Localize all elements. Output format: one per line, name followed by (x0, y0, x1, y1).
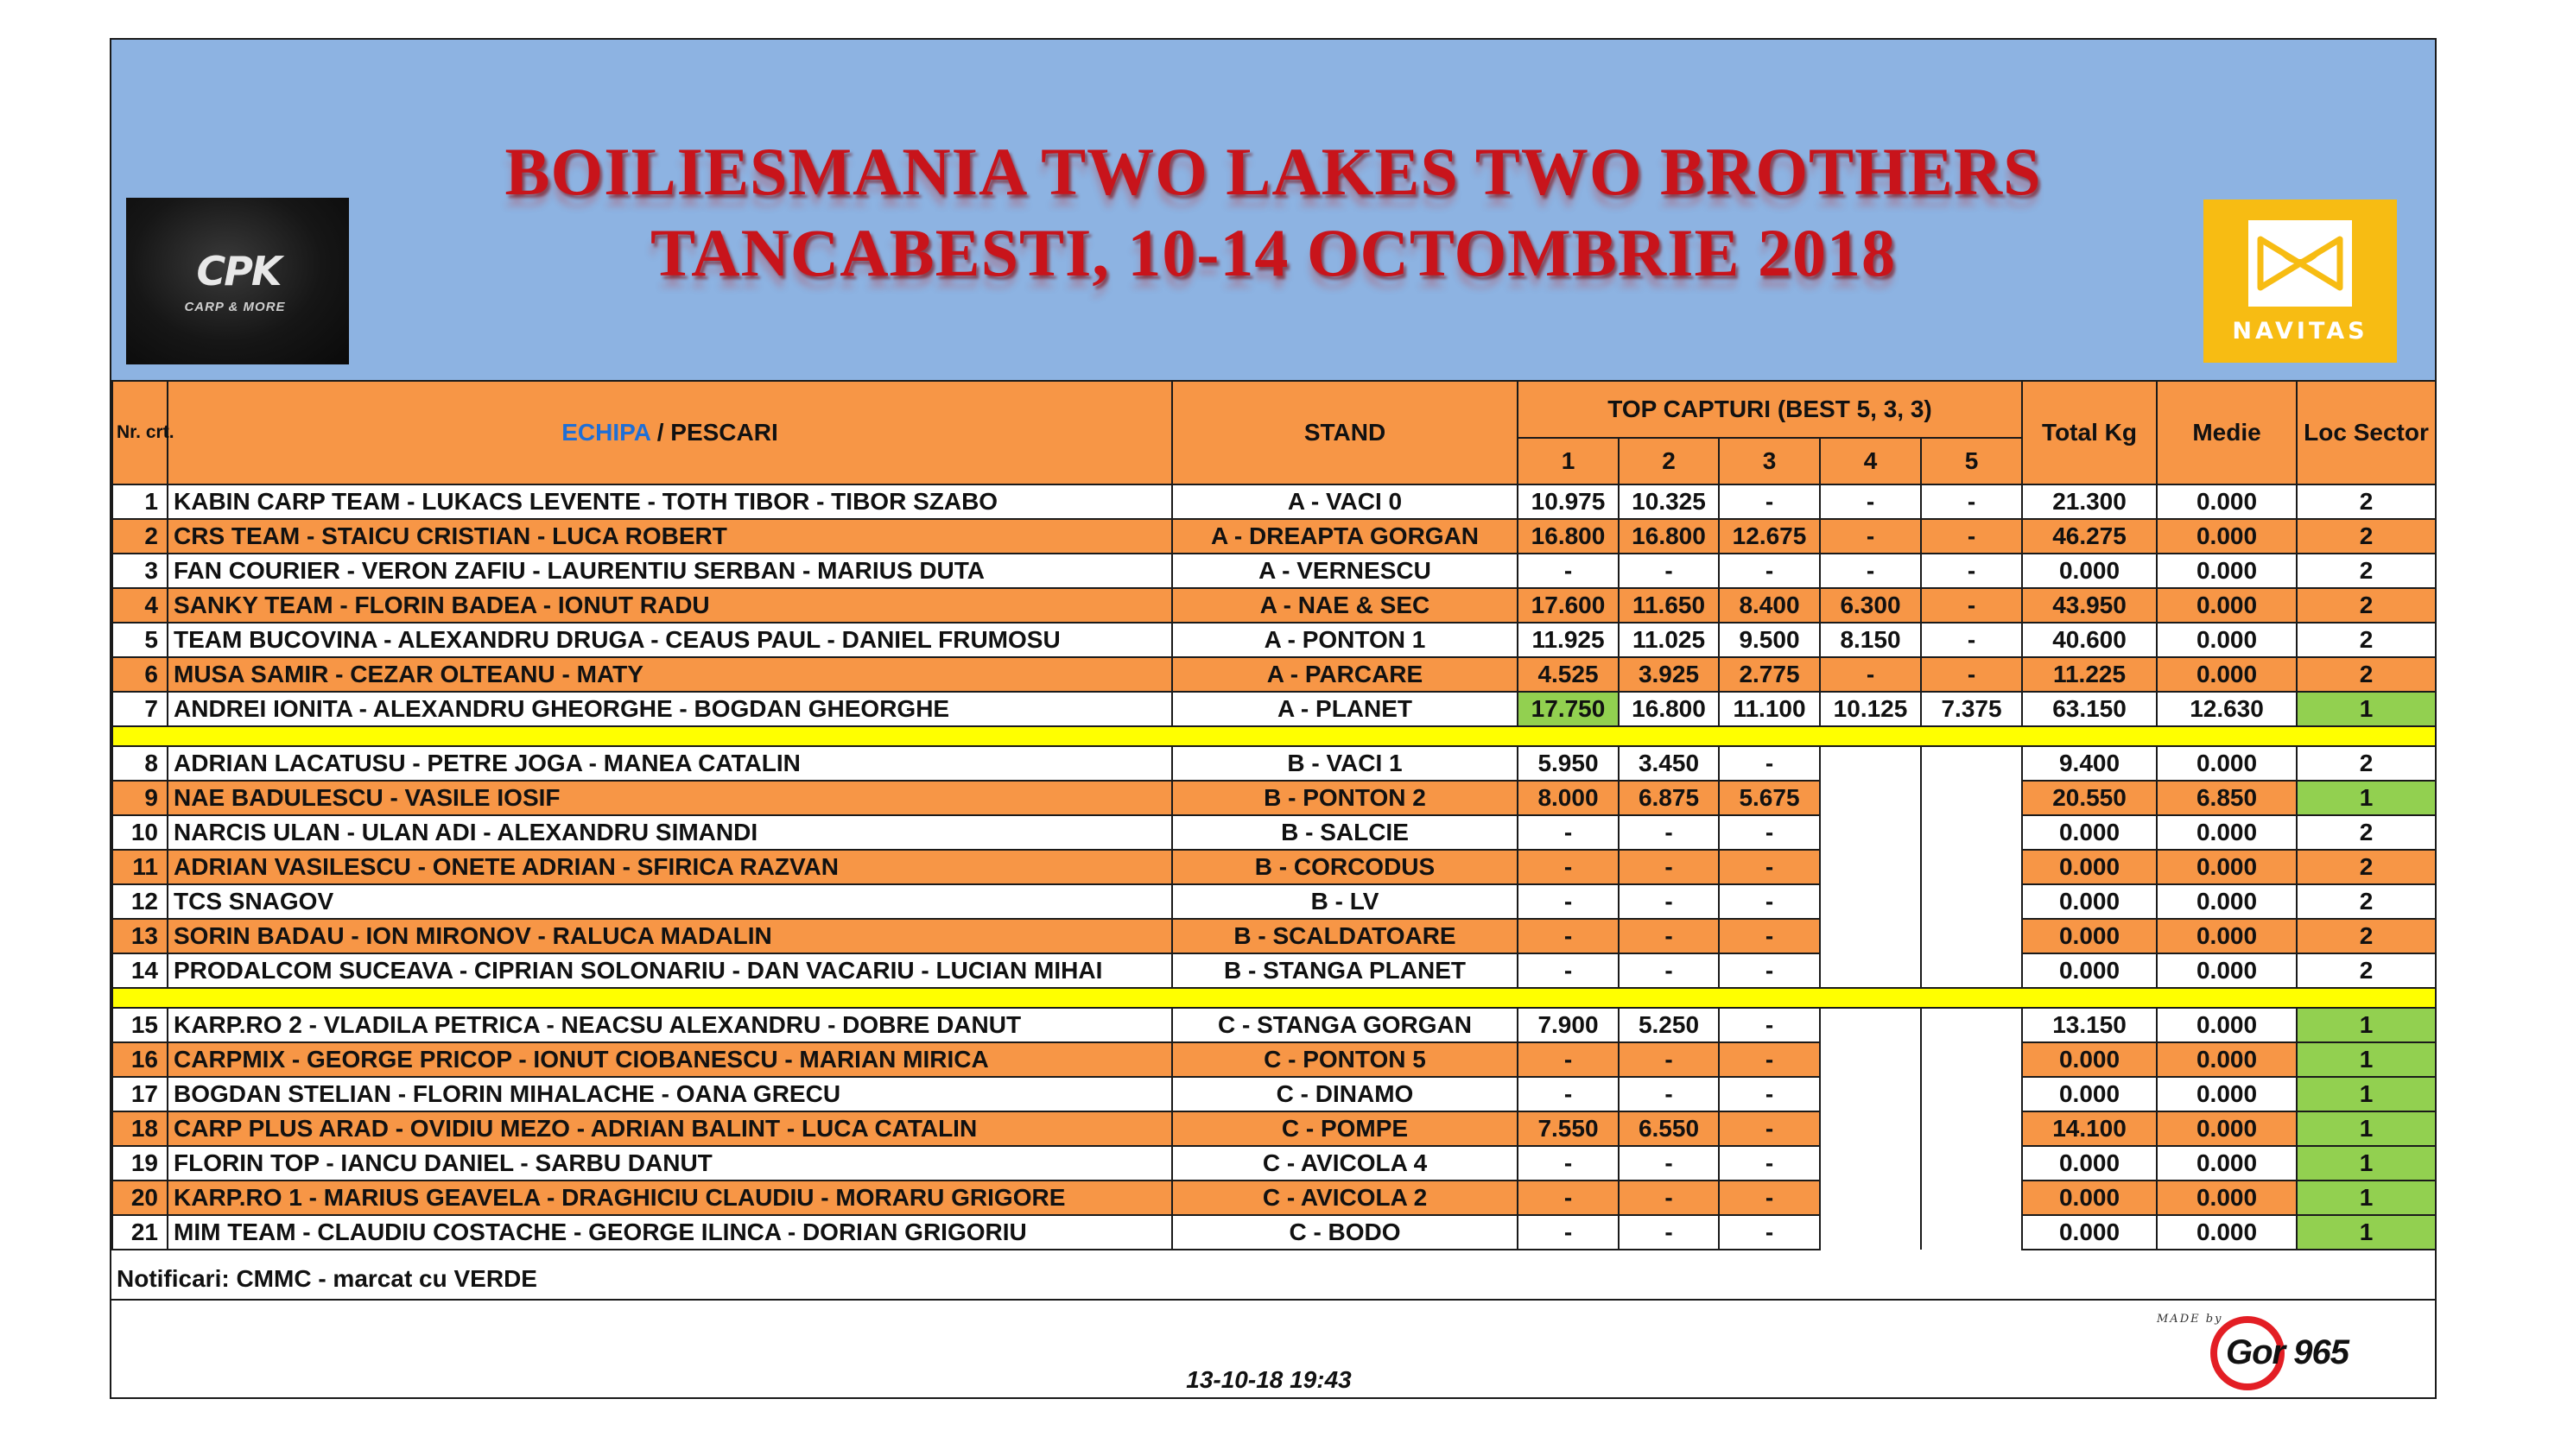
row-medie: 0.000 (2157, 1042, 2297, 1077)
row-medie: 0.000 (2157, 884, 2297, 919)
row-capture-4: 10.125 (1820, 692, 1921, 726)
row-team: SANKY TEAM - FLORIN BADEA - IONUT RADU (168, 588, 1172, 623)
row-total: 0.000 (2022, 1181, 2157, 1215)
header-capture-2: 2 (1619, 438, 1719, 484)
row-stand: B - STANGA PLANET (1172, 953, 1518, 988)
row-capture-empty (1921, 1042, 2022, 1077)
table-row (112, 1111, 2436, 1146)
row-capture-3: - (1719, 1215, 1820, 1250)
row-capture-empty (1921, 919, 2022, 953)
notificari-note: Notificari: CMMC - marcat cu VERDE (111, 1255, 2435, 1301)
row-capture-1: - (1518, 919, 1619, 953)
row-number: 17 (112, 1077, 168, 1111)
row-stand: A - VACI 0 (1172, 484, 1518, 519)
table-row (112, 781, 2436, 815)
row-capture-1: 17.600 (1518, 588, 1619, 623)
row-capture-5: 7.375 (1921, 692, 2022, 726)
header-pescari: / PESCARI (650, 419, 778, 446)
row-loc-sector: 1 (2297, 692, 2436, 726)
row-medie: 0.000 (2157, 1215, 2297, 1250)
row-capture-empty (1921, 1111, 2022, 1146)
row-stand: B - CORCODUS (1172, 850, 1518, 884)
row-capture-1: 7.900 (1518, 1008, 1619, 1042)
row-loc-sector: 2 (2297, 850, 2436, 884)
row-medie: 0.000 (2157, 1008, 2297, 1042)
row-medie: 0.000 (2157, 1181, 2297, 1215)
row-capture-1: - (1518, 1215, 1619, 1250)
row-capture-2: - (1619, 1181, 1719, 1215)
row-capture-1: - (1518, 953, 1619, 988)
row-medie: 0.000 (2157, 1146, 2297, 1181)
row-stand: A - PARCARE (1172, 657, 1518, 692)
results-body (112, 484, 2436, 1250)
row-total: 40.600 (2022, 623, 2157, 657)
row-stand: C - DINAMO (1172, 1077, 1518, 1111)
row-loc-sector: 1 (2297, 781, 2436, 815)
row-team: CARPMIX - GEORGE PRICOP - IONUT CIOBANESCU - MARIAN MIRICA (168, 1042, 1172, 1077)
row-team: TEAM BUCOVINA - ALEXANDRU DRUGA - CEAUS PAUL - DANIEL FRUMOSU (168, 623, 1172, 657)
row-medie: 0.000 (2157, 554, 2297, 588)
row-capture-1: - (1518, 850, 1619, 884)
row-capture-2: - (1619, 554, 1719, 588)
row-team: KABIN CARP TEAM - LUKACS LEVENTE - TOTH TIBOR - TIBOR SZABO (168, 484, 1172, 519)
row-total: 0.000 (2022, 1215, 2157, 1250)
made-by-caption: MADE by (2157, 1313, 2223, 1326)
row-capture-2: 11.650 (1619, 588, 1719, 623)
row-capture-2: 16.800 (1619, 692, 1719, 726)
row-stand: A - VERNESCU (1172, 554, 1518, 588)
row-team: ADRIAN LACATUSU - PETRE JOGA - MANEA CATALIN (168, 746, 1172, 781)
table-row (112, 657, 2436, 692)
row-capture-5: - (1921, 623, 2022, 657)
row-team: ADRIAN VASILESCU - ONETE ADRIAN - SFIRICA RAZVAN (168, 850, 1172, 884)
row-team: SORIN BADAU - ION MIRONOV - RALUCA MADALIN (168, 919, 1172, 953)
cpk-logo-subtitle: CARP & MORE (184, 300, 286, 314)
row-team: BOGDAN STELIAN - FLORIN MIHALACHE - OANA GRECU (168, 1077, 1172, 1111)
row-total: 0.000 (2022, 815, 2157, 850)
table-row (112, 1215, 2436, 1250)
row-number: 15 (112, 1008, 168, 1042)
row-loc-sector: 2 (2297, 815, 2436, 850)
table-row (112, 884, 2436, 919)
row-capture-3: - (1719, 1077, 1820, 1111)
row-capture-4: 8.150 (1820, 623, 1921, 657)
row-total: 14.100 (2022, 1111, 2157, 1146)
navitas-bowtie-icon (2248, 220, 2352, 307)
row-capture-empty (1921, 850, 2022, 884)
row-number: 8 (112, 746, 168, 781)
header-banner (111, 40, 2435, 380)
row-medie: 0.000 (2157, 519, 2297, 554)
table-row (112, 623, 2436, 657)
row-capture-3: - (1719, 815, 1820, 850)
row-capture-1: 8.000 (1518, 781, 1619, 815)
row-total: 9.400 (2022, 746, 2157, 781)
row-loc-sector: 1 (2297, 1146, 2436, 1181)
row-number: 6 (112, 657, 168, 692)
row-stand: C - BODO (1172, 1215, 1518, 1250)
row-capture-empty (1921, 1008, 2022, 1042)
row-capture-2: - (1619, 884, 1719, 919)
row-capture-3: 5.675 (1719, 781, 1820, 815)
row-total: 13.150 (2022, 1008, 2157, 1042)
row-capture-empty (1820, 1042, 1921, 1077)
row-team: MIM TEAM - CLAUDIU COSTACHE - GEORGE ILINCA - DORIAN GRIGORIU (168, 1215, 1172, 1250)
row-number: 19 (112, 1146, 168, 1181)
table-row (112, 746, 2436, 781)
row-loc-sector: 2 (2297, 588, 2436, 623)
row-number: 5 (112, 623, 168, 657)
row-loc-sector: 2 (2297, 554, 2436, 588)
row-number: 21 (112, 1215, 168, 1250)
row-capture-3: 2.775 (1719, 657, 1820, 692)
row-loc-sector: 1 (2297, 1042, 2436, 1077)
row-capture-empty (1921, 746, 2022, 781)
row-capture-empty (1820, 1111, 1921, 1146)
row-loc-sector: 1 (2297, 1111, 2436, 1146)
row-stand: B - SALCIE (1172, 815, 1518, 850)
row-capture-3: - (1719, 884, 1820, 919)
row-team: MUSA SAMIR - CEZAR OLTEANU - MATY (168, 657, 1172, 692)
row-capture-3: - (1719, 1111, 1820, 1146)
table-row (112, 1008, 2436, 1042)
row-capture-3: - (1719, 919, 1820, 953)
row-capture-empty (1820, 815, 1921, 850)
header-echipa: ECHIPA (561, 419, 650, 446)
row-number: 7 (112, 692, 168, 726)
row-total: 46.275 (2022, 519, 2157, 554)
row-capture-2: - (1619, 1077, 1719, 1111)
row-capture-1: 5.950 (1518, 746, 1619, 781)
row-loc-sector: 2 (2297, 884, 2436, 919)
row-loc-sector: 2 (2297, 953, 2436, 988)
table-row (112, 850, 2436, 884)
row-capture-1: 17.750 (1518, 692, 1619, 726)
row-capture-empty (1921, 953, 2022, 988)
row-total: 0.000 (2022, 884, 2157, 919)
table-row (112, 554, 2436, 588)
row-capture-empty (1921, 815, 2022, 850)
row-number: 4 (112, 588, 168, 623)
row-number: 11 (112, 850, 168, 884)
results-table (111, 380, 2437, 1250)
row-capture-2: 10.325 (1619, 484, 1719, 519)
row-number: 13 (112, 919, 168, 953)
row-medie: 0.000 (2157, 850, 2297, 884)
title-line-2: TANCABESTI, 10-14 OCTOMBRIE 2018 (650, 215, 1896, 290)
row-medie: 0.000 (2157, 623, 2297, 657)
header-capture-1: 1 (1518, 438, 1619, 484)
table-row (112, 1146, 2436, 1181)
made-by-brand: Gor 965 (2226, 1333, 2349, 1371)
row-total: 0.000 (2022, 919, 2157, 953)
row-number: 3 (112, 554, 168, 588)
header-top-capturi: TOP CAPTURI (BEST 5, 3, 3) (1518, 381, 2022, 438)
row-total: 0.000 (2022, 1077, 2157, 1111)
table-row (112, 815, 2436, 850)
header-echipa-pescari (168, 381, 1172, 484)
row-stand: C - AVICOLA 4 (1172, 1146, 1518, 1181)
row-capture-empty (1820, 919, 1921, 953)
table-row (112, 692, 2436, 726)
row-capture-1: - (1518, 554, 1619, 588)
row-medie: 12.630 (2157, 692, 2297, 726)
table-row (112, 588, 2436, 623)
row-capture-3: - (1719, 746, 1820, 781)
row-medie: 0.000 (2157, 657, 2297, 692)
row-capture-2: - (1619, 953, 1719, 988)
row-total: 0.000 (2022, 1146, 2157, 1181)
row-capture-4: - (1820, 554, 1921, 588)
row-loc-sector: 2 (2297, 519, 2436, 554)
table-row (112, 1181, 2436, 1215)
row-team: KARP.RO 2 - VLADILA PETRICA - NEACSU ALEXANDRU - DOBRE DANUT (168, 1008, 1172, 1042)
header-nr: Nr. crt. (112, 381, 168, 484)
row-medie: 0.000 (2157, 1077, 2297, 1111)
row-capture-empty (1820, 1008, 1921, 1042)
results-sheet (110, 38, 2437, 1399)
row-capture-2: - (1619, 1042, 1719, 1077)
row-capture-4: 6.300 (1820, 588, 1921, 623)
row-capture-2: 3.925 (1619, 657, 1719, 692)
row-capture-3: - (1719, 850, 1820, 884)
row-capture-3: - (1719, 1008, 1820, 1042)
row-team: KARP.RO 1 - MARIUS GEAVELA - DRAGHICIU CLAUDIU - MORARU GRIGORE (168, 1181, 1172, 1215)
row-number: 14 (112, 953, 168, 988)
row-capture-1: - (1518, 1146, 1619, 1181)
row-total: 0.000 (2022, 850, 2157, 884)
row-stand: A - DREAPTA GORGAN (1172, 519, 1518, 554)
made-by-logo (2157, 1307, 2416, 1394)
navitas-logo-text: NAVITAS (2232, 318, 2368, 345)
row-capture-1: - (1518, 1042, 1619, 1077)
row-medie: 0.000 (2157, 484, 2297, 519)
row-capture-empty (1820, 781, 1921, 815)
row-total: 0.000 (2022, 953, 2157, 988)
row-team: NAE BADULESCU - VASILE IOSIF (168, 781, 1172, 815)
row-stand: B - VACI 1 (1172, 746, 1518, 781)
header-medie: Medie (2157, 381, 2297, 484)
row-medie: 6.850 (2157, 781, 2297, 815)
row-capture-1: 11.925 (1518, 623, 1619, 657)
sector-separator-cell (112, 988, 2436, 1008)
row-medie: 0.000 (2157, 588, 2297, 623)
row-stand: A - NAE & SEC (1172, 588, 1518, 623)
table-row (112, 519, 2436, 554)
row-capture-2: - (1619, 1146, 1719, 1181)
row-capture-3: 11.100 (1719, 692, 1820, 726)
row-capture-empty (1820, 953, 1921, 988)
row-capture-empty (1921, 1077, 2022, 1111)
row-capture-3: - (1719, 1042, 1820, 1077)
row-capture-5: - (1921, 519, 2022, 554)
navitas-logo (2203, 199, 2397, 363)
row-capture-2: - (1619, 815, 1719, 850)
row-capture-1: 4.525 (1518, 657, 1619, 692)
row-loc-sector: 2 (2297, 623, 2436, 657)
row-stand: C - AVICOLA 2 (1172, 1181, 1518, 1215)
row-team: CRS TEAM - STAICU CRISTIAN - LUCA ROBERT (168, 519, 1172, 554)
row-stand: C - PONTON 5 (1172, 1042, 1518, 1077)
row-capture-1: 7.550 (1518, 1111, 1619, 1146)
row-capture-empty (1820, 1181, 1921, 1215)
row-capture-2: - (1619, 850, 1719, 884)
row-medie: 0.000 (2157, 919, 2297, 953)
sector-separator-cell (112, 726, 2436, 746)
timestamp: 13-10-18 19:43 (1186, 1366, 1352, 1393)
header-stand: STAND (1172, 381, 1518, 484)
row-total: 0.000 (2022, 554, 2157, 588)
row-team: FLORIN TOP - IANCU DANIEL - SARBU DANUT (168, 1146, 1172, 1181)
table-row (112, 1077, 2436, 1111)
row-capture-2: 5.250 (1619, 1008, 1719, 1042)
row-capture-1: - (1518, 815, 1619, 850)
row-team: FAN COURIER - VERON ZAFIU - LAURENTIU SERBAN - MARIUS DUTA (168, 554, 1172, 588)
row-capture-empty (1921, 884, 2022, 919)
row-capture-4: - (1820, 657, 1921, 692)
row-medie: 0.000 (2157, 746, 2297, 781)
header-capture-4: 4 (1820, 438, 1921, 484)
sector-separator (112, 726, 2436, 746)
row-number: 16 (112, 1042, 168, 1077)
row-total: 21.300 (2022, 484, 2157, 519)
row-total: 11.225 (2022, 657, 2157, 692)
row-capture-empty (1820, 1077, 1921, 1111)
row-capture-3: 8.400 (1719, 588, 1820, 623)
row-capture-2: - (1619, 919, 1719, 953)
title-line-1: BOILIESMANIA TWO LAKES TWO BROTHERS (504, 134, 2042, 209)
table-row (112, 484, 2436, 519)
row-capture-2: 6.550 (1619, 1111, 1719, 1146)
row-capture-3: - (1719, 554, 1820, 588)
row-stand: B - PONTON 2 (1172, 781, 1518, 815)
row-capture-1: - (1518, 884, 1619, 919)
row-team: TCS SNAGOV (168, 884, 1172, 919)
row-stand: A - PLANET (1172, 692, 1518, 726)
row-capture-2: 3.450 (1619, 746, 1719, 781)
row-number: 10 (112, 815, 168, 850)
row-capture-4: - (1820, 484, 1921, 519)
row-number: 12 (112, 884, 168, 919)
row-loc-sector: 1 (2297, 1008, 2436, 1042)
row-capture-3: - (1719, 1181, 1820, 1215)
row-number: 1 (112, 484, 168, 519)
row-loc-sector: 2 (2297, 919, 2436, 953)
header-capture-3: 3 (1719, 438, 1820, 484)
row-capture-empty (1921, 1181, 2022, 1215)
row-number: 2 (112, 519, 168, 554)
row-capture-2: 11.025 (1619, 623, 1719, 657)
row-team: CARP PLUS ARAD - OVIDIU MEZO - ADRIAN BALINT - LUCA CATALIN (168, 1111, 1172, 1146)
row-stand: C - POMPE (1172, 1111, 1518, 1146)
row-team: NARCIS ULAN - ULAN ADI - ALEXANDRU SIMANDI (168, 815, 1172, 850)
row-total: 0.000 (2022, 1042, 2157, 1077)
row-capture-2: 16.800 (1619, 519, 1719, 554)
row-capture-empty (1820, 850, 1921, 884)
row-capture-5: - (1921, 484, 2022, 519)
row-capture-1: - (1518, 1181, 1619, 1215)
row-medie: 0.000 (2157, 953, 2297, 988)
row-capture-3: - (1719, 484, 1820, 519)
row-capture-empty (1921, 1146, 2022, 1181)
row-capture-2: - (1619, 1215, 1719, 1250)
row-loc-sector: 1 (2297, 1215, 2436, 1250)
row-capture-3: - (1719, 1146, 1820, 1181)
row-capture-empty (1820, 1215, 1921, 1250)
row-total: 63.150 (2022, 692, 2157, 726)
sector-separator (112, 988, 2436, 1008)
cpk-logo-mark: CPK (196, 248, 281, 294)
row-capture-3: 12.675 (1719, 519, 1820, 554)
row-capture-empty (1820, 884, 1921, 919)
row-loc-sector: 1 (2297, 1181, 2436, 1215)
row-number: 9 (112, 781, 168, 815)
header-capture-5: 5 (1921, 438, 2022, 484)
row-capture-1: 10.975 (1518, 484, 1619, 519)
row-total: 20.550 (2022, 781, 2157, 815)
row-stand: B - SCALDATOARE (1172, 919, 1518, 953)
row-capture-2: 6.875 (1619, 781, 1719, 815)
row-capture-empty (1921, 1215, 2022, 1250)
header-total: Total Kg (2022, 381, 2157, 484)
row-team: ANDREI IONITA - ALEXANDRU GHEORGHE - BOGDAN GHEORGHE (168, 692, 1172, 726)
row-capture-4: - (1820, 519, 1921, 554)
row-loc-sector: 2 (2297, 657, 2436, 692)
row-capture-1: - (1518, 1077, 1619, 1111)
table-row (112, 953, 2436, 988)
row-loc-sector: 2 (2297, 484, 2436, 519)
row-capture-empty (1820, 1146, 1921, 1181)
row-loc-sector: 2 (2297, 746, 2436, 781)
row-capture-3: - (1719, 953, 1820, 988)
row-medie: 0.000 (2157, 1111, 2297, 1146)
row-stand: C - STANGA GORGAN (1172, 1008, 1518, 1042)
row-loc-sector: 1 (2297, 1077, 2436, 1111)
row-capture-1: 16.800 (1518, 519, 1619, 554)
row-capture-5: - (1921, 657, 2022, 692)
row-stand: A - PONTON 1 (1172, 623, 1518, 657)
header-loc-sector: Loc Sector (2297, 381, 2436, 484)
row-number: 18 (112, 1111, 168, 1146)
table-row (112, 1042, 2436, 1077)
row-number: 20 (112, 1181, 168, 1215)
table-row (112, 919, 2436, 953)
row-capture-empty (1921, 781, 2022, 815)
row-capture-5: - (1921, 554, 2022, 588)
row-total: 43.950 (2022, 588, 2157, 623)
row-capture-3: 9.500 (1719, 623, 1820, 657)
row-capture-empty (1820, 746, 1921, 781)
row-team: PRODALCOM SUCEAVA - CIPRIAN SOLONARIU - DAN VACARIU - LUCIAN MIHAI (168, 953, 1172, 988)
row-medie: 0.000 (2157, 815, 2297, 850)
row-stand: B - LV (1172, 884, 1518, 919)
row-capture-5: - (1921, 588, 2022, 623)
